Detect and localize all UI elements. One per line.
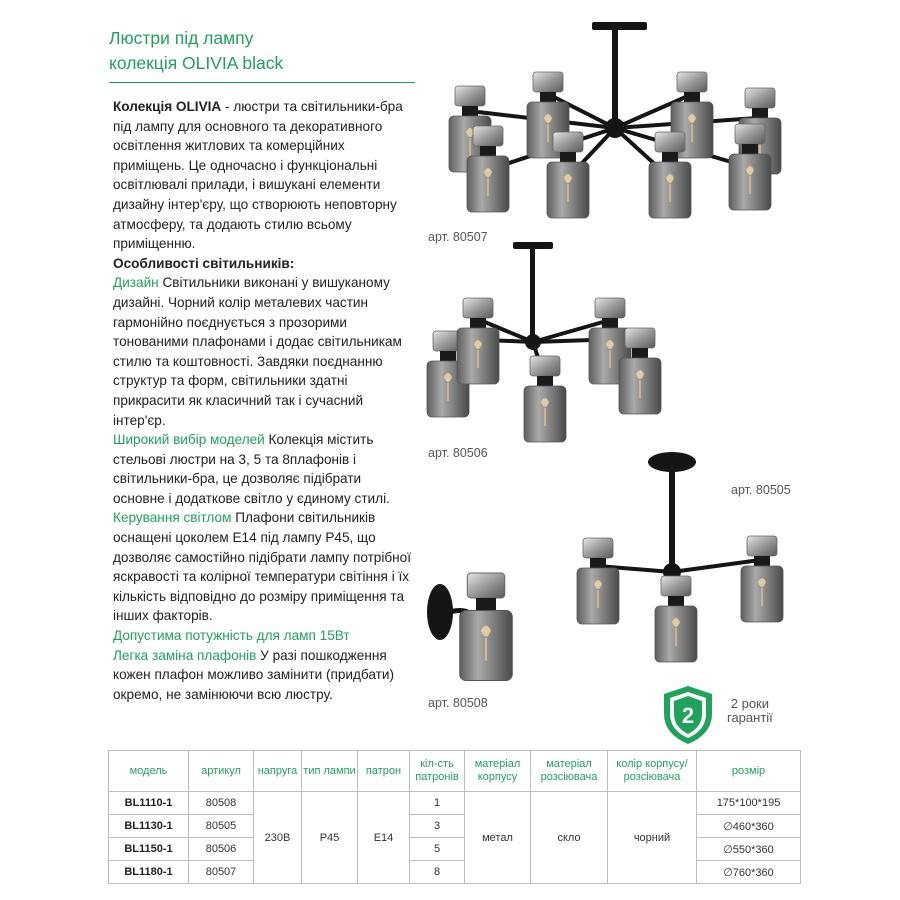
feature-text: У разі пошкодження кожен плафон можливо замінити (придбати) окремо, не замінюючи всю люстру. xyxy=(113,647,395,702)
feature-text: Плафони світильників оснащені цоколем E14 під лампу P45, що дозволяє самостійно підібрати лампу потрібної яскравості та колірної температури світіння і їх кількість відповідно до розміру приміщення та інших факторів. xyxy=(113,510,412,624)
spec-table xyxy=(108,750,801,884)
cell-size: ∅460*360 xyxy=(697,815,801,838)
feature-label: Легка заміна плафонів xyxy=(113,647,257,663)
intro-bold: Колекція OLIVIA xyxy=(113,99,222,114)
header-voltage: напруга xyxy=(254,751,302,792)
features-heading: Особливості світильників: xyxy=(113,255,295,271)
cell-size: ∅760*360 xyxy=(697,861,801,884)
header-lamp-type: тип лампи xyxy=(302,751,358,792)
feature-label: Допустима потужність для ламп 15Вт xyxy=(113,628,350,644)
cell-lamp-type: P45 xyxy=(302,792,358,884)
header-diffuser-material: матеріал розсіювача xyxy=(531,751,608,792)
table-row xyxy=(109,838,801,861)
feature-label: Широкий вибір моделей xyxy=(113,432,265,448)
header-model: модель xyxy=(109,751,189,792)
warranty-shield-icon xyxy=(664,686,712,744)
warranty-label: гарантії xyxy=(727,710,773,725)
cell-count: 1 xyxy=(410,792,465,815)
label-80507: арт. 80507 xyxy=(428,230,488,244)
label-80506: арт. 80506 xyxy=(428,446,488,460)
table-row xyxy=(109,792,801,815)
cell-model: BL1150-1 xyxy=(109,838,189,861)
warranty-text xyxy=(727,697,773,725)
feature-label: Дизайн xyxy=(113,275,159,291)
cell-count: 8 xyxy=(410,861,465,884)
warranty-years: 2 роки xyxy=(730,696,770,711)
sconce-80508-image xyxy=(427,573,512,681)
chandelier-80506-image xyxy=(427,242,661,442)
cell-model: BL1130-1 xyxy=(109,815,189,838)
cell-socket: E14 xyxy=(358,792,410,884)
title-line-1: Люстри під лампу xyxy=(109,28,254,48)
cell-count: 5 xyxy=(410,838,465,861)
chandelier-80507-image xyxy=(449,22,781,218)
cell-voltage: 230В xyxy=(254,792,302,884)
feature-text: Світильники виконані у вишуканому дизайні. Чорний колір металевих частин гармонійно поєднується з прозорими тонованими плафонами і додає світильникам стилю та коштовності. Завдяки поєднанню структур та форм, світильники здатні прикрасити як класичний так і сучасний інтер'єр. xyxy=(113,275,402,428)
cell-diffuser-material: скло xyxy=(531,792,608,884)
cell-size: ∅550*360 xyxy=(697,838,801,861)
header-socket-count: кіл-сть патронів xyxy=(410,751,465,792)
cell-model: BL1110-1 xyxy=(109,792,189,815)
header-socket: патрон xyxy=(358,751,410,792)
feature-text: Колекція містить стельові люстри на 3, 5 та 8плафонів і світильники-бра, це дозволяє підібрати основне і додаткове світло у єдиному стилі. xyxy=(113,432,390,506)
header-size: розмір xyxy=(697,751,801,792)
cell-model: BL1180-1 xyxy=(109,861,189,884)
feature-label: Керування світлом xyxy=(113,510,232,526)
cell-article: 80506 xyxy=(189,838,254,861)
cell-article: 80508 xyxy=(189,792,254,815)
cell-body-material: метал xyxy=(465,792,531,884)
cell-count: 3 xyxy=(410,815,465,838)
label-80505: арт. 80505 xyxy=(731,483,791,497)
intro-text: - люстри та світильники-бра під лампу для основного та декоративного освітлення житлових та комерційних приміщень. Це одночасно і функціональні освітлювалі прилади, і вишукані елементи дизайну інтер'єру, що створюють неповторну атмосферу, та додають стилю всьому приміщенню. xyxy=(113,99,403,252)
table-header-row xyxy=(109,751,801,792)
cell-color: чорний xyxy=(608,792,697,884)
header-article: артикул xyxy=(189,751,254,792)
cell-size: 175*100*195 xyxy=(697,792,801,815)
header-body-material: матеріал корпусу xyxy=(465,751,531,792)
label-80508: арт. 80508 xyxy=(428,696,488,710)
table-row xyxy=(109,861,801,884)
table-row xyxy=(109,815,801,838)
title-line-2: колекція OLIVIA black xyxy=(109,53,284,73)
cell-article: 80507 xyxy=(189,861,254,884)
cell-article: 80505 xyxy=(189,815,254,838)
warranty-number: 2 xyxy=(681,703,695,728)
header-color: колір корпусу/ розсіювача xyxy=(608,751,697,792)
